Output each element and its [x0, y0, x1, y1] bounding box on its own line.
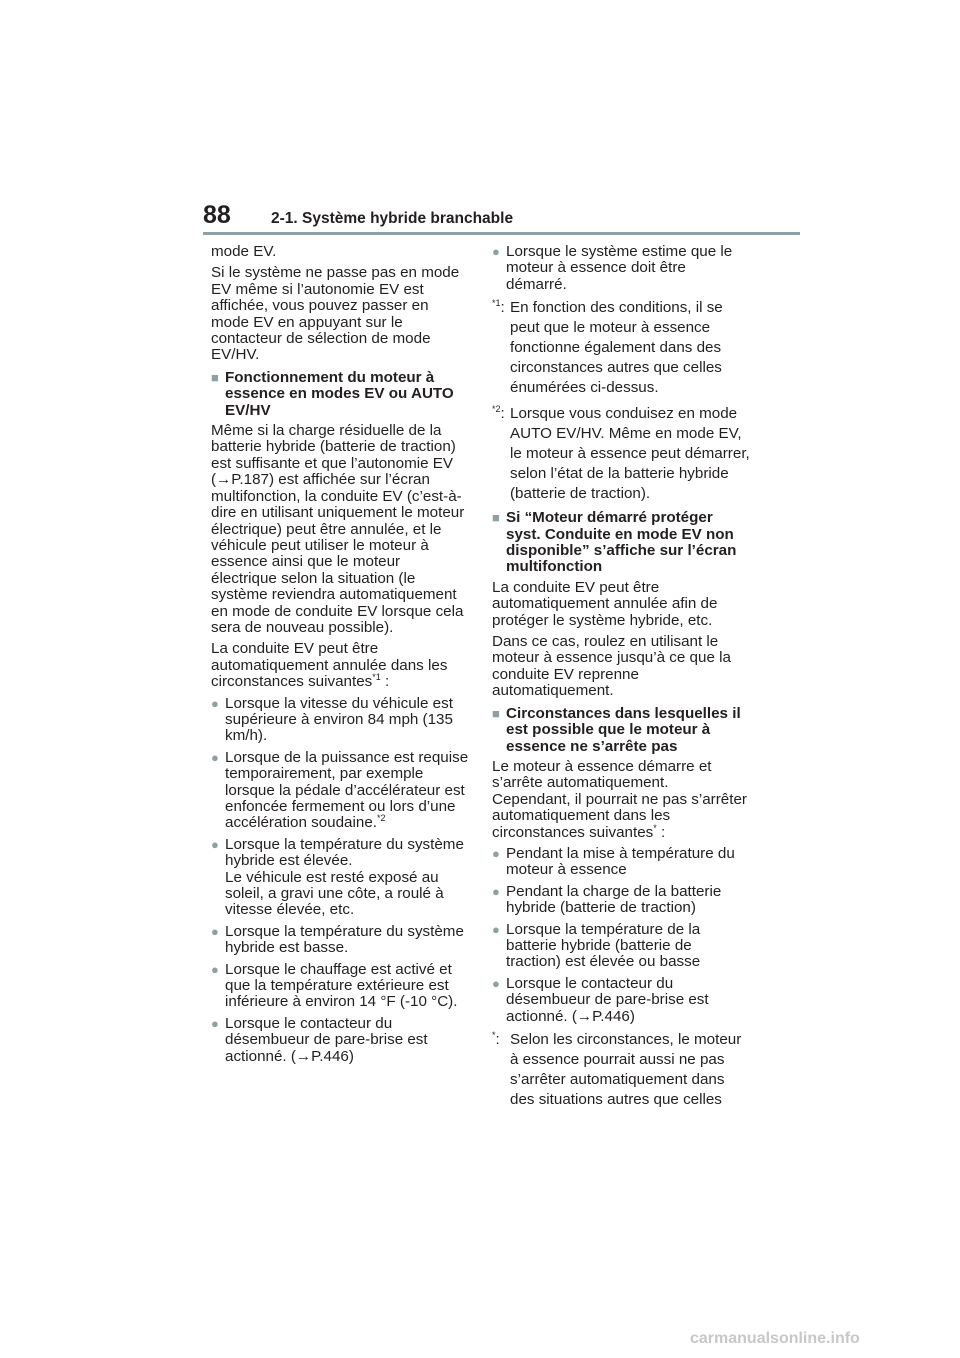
square-bullet-icon: ■ — [211, 369, 219, 385]
square-bullet-icon: ■ — [492, 510, 500, 526]
bullet-icon: ● — [211, 749, 219, 765]
subheading — [492, 706, 750, 755]
paragraph: Dans ce cas, roulez en utilisant le moteur à essence jusqu’à ce que la conduite EV reprenne automatiquement. — [492, 633, 731, 700]
bullet-icon: ● — [211, 961, 219, 977]
bullet-icon: ● — [492, 883, 500, 899]
subheading — [211, 370, 469, 419]
bullet-icon: ● — [492, 975, 500, 991]
paragraph: Si le système ne passe pas en mode EV même si l’autonomie EV est affichée, vous pouvez passer en mode EV en appuyant sur le contacteur de sélection de mode EV/HV. — [211, 264, 460, 364]
list-item: ● Pendant la charge de la batterie hybride (batterie de traction) — [492, 882, 722, 917]
footnote: $^{*2}$: Lorsque vous conduisez en mode AUTO EV/HV. Même en mode EV, le moteur à essence peut démarrer, selon l’état de la batterie hybride (batterie de traction). — [492, 404, 750, 503]
list-item: ● Lorsque le contacteur du désembueur de pare-brise est actionné. (→P.446) — [211, 1014, 428, 1065]
bullet-icon: ● — [492, 921, 500, 937]
subheading-text: Fonctionnement du moteur à essence en modes EV ou AUTO EV/HV — [225, 368, 454, 419]
list-item: ● Lorsque la température du système hybride est élevée. Le véhicule est resté exposé au soleil, a gravi une côte, a roulé à vitesse élevée, etc. — [211, 835, 464, 919]
left-column — [211, 244, 469, 1070]
list-item: ● Lorsque la température du système hybride est basse. — [211, 922, 464, 957]
bullet-icon: ● — [211, 695, 219, 711]
subheading-text: Circonstances dans lesquelles il est possible que le moteur à essence ne s’arrête pas — [506, 704, 741, 755]
footnote: $^{*1}$: En fonction des conditions, il se peut que le moteur à essence fonctionne également dans des circonstances autres que celles énumérées ci-dessus. — [492, 298, 723, 397]
list-item: ● Lorsque la vitesse du véhicule est supérieure à environ 84 mph (135 km/h). — [211, 694, 453, 745]
list-item: ● Lorsque le chauffage est activé et que la température extérieure est inférieure à environ 14 °F (-10 °C). — [211, 960, 458, 1011]
watermark: carmanualsonline.info — [690, 1330, 860, 1347]
list-item: ● Pendant la mise à température du moteur à essence — [492, 844, 735, 879]
list-item: ● Lorsque le contacteur du désembueur de pare-brise est actionné. (→P.446) — [492, 974, 709, 1025]
paragraph: Le moteur à essence démarre et s’arrête automatiquement. Cependant, il pourrait ne pas s’arrêter automatiquement dans les circonstances suivantes* : — [492, 757, 747, 841]
footnote: *: Selon les circonstances, le moteur à essence pourrait aussi ne pas s’arrêter automatiquement dans des situations autres que celles — [492, 1029, 742, 1108]
bullet-icon: ● — [211, 836, 219, 852]
bullet-icon: ● — [211, 1015, 219, 1031]
list-item: ● Lorsque de la puissance est requise temporairement, par exemple lorsque la pédale d’accélérateur est enfoncée fermement ou lors d’une accélération soudaine.$^{*2}$ — [211, 748, 469, 832]
page-number: 88 — [203, 201, 231, 229]
paragraph: La conduite EV peut être automatiquement annulée afin de protéger le système hybride, etc. — [492, 578, 718, 629]
bullet-icon: ● — [492, 244, 500, 259]
section-title: 2-1. Système hybride branchable — [271, 210, 514, 227]
subheading-text: Si “Moteur démarré protéger syst. Conduite en mode EV non disponible” s’affiche sur l’écran multifonction — [506, 509, 737, 576]
list-item: ● Lorsque la température de la batterie hybride (batterie de traction) est élevée ou basse — [492, 920, 701, 971]
paragraph: mode EV. — [211, 243, 277, 260]
header-rule — [203, 232, 800, 235]
subheading — [492, 510, 750, 576]
list-item: ● Lorsque le système estime que le moteur à essence doit être démarré. — [492, 243, 733, 293]
bullet-icon: ● — [211, 923, 219, 939]
right-column — [492, 244, 750, 1116]
bullet-icon: ● — [492, 845, 500, 861]
paragraph: La conduite EV peut être automatiquement annulée dans les circonstances suivantes$^{*1}$ : — [211, 640, 448, 691]
paragraph: Même si la charge résiduelle de la batterie hybride (batterie de traction) est suffisante et que l’autonomie EV (→P.187) est affichée sur l’écran multifonction, la conduite EV (c’est-à-dire en utilisant uniquement le moteur électrique) peut être annulée, et le véhicule peut utiliser le moteur à essence ainsi que le moteur électrique selon la situation (le système reviendra automatiquement en mode de conduite EV lorsque cela sera de nouveau possible). — [211, 422, 465, 636]
square-bullet-icon: ■ — [492, 705, 500, 721]
